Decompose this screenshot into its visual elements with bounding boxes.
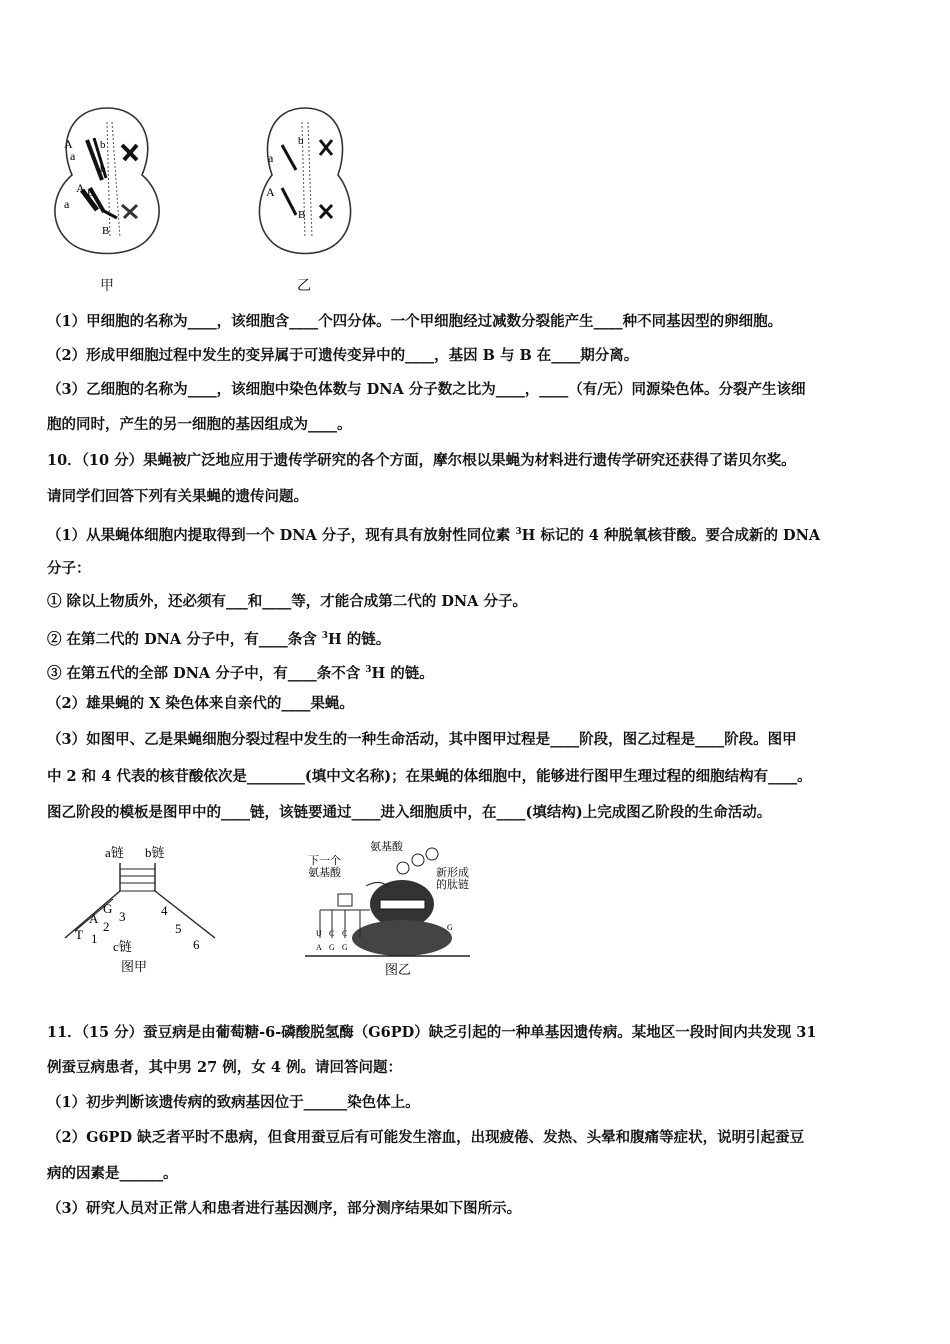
gene-label: B: [298, 209, 306, 221]
figure-jia-caption: 图甲: [121, 959, 148, 974]
q10-item2-post: H 的链。: [328, 630, 391, 648]
new-peptide-label-2: 的肽链: [436, 879, 469, 891]
codon-base: G: [447, 923, 453, 932]
figure-yi-caption: 图乙: [385, 962, 412, 977]
q10-part3b: 中 2 和 4 代表的核苷酸依次是________(填中文名称)；在果蝇的体细胞中，能够进行图甲生理过程的细胞结构有____。: [47, 768, 812, 785]
superscript-3: 3: [321, 631, 329, 641]
cell-figure-jia: [42, 100, 172, 260]
codon-base: U: [316, 929, 322, 938]
q9-part3b: 胞的同时，产生的另一细胞的基因组成为____。: [47, 416, 352, 433]
next-amino-acid-label: 下一个: [308, 855, 341, 867]
cell-figure-yi: [250, 100, 360, 260]
codon-base: C: [329, 929, 335, 938]
figure-yi-translation: [300, 838, 475, 978]
q11-heading-a: 11．（15 分）蚕豆病是由葡萄糖-6-磷酸脱氢酶（G6PD）缺乏引起的一种单基因遗传病。某地区一段时间内共发现 31: [47, 1024, 817, 1041]
codon-base: G: [342, 943, 348, 952]
q10-part2: （2）雄果蝇的 X 染色体来自亲代的____果蝇。: [47, 695, 354, 712]
base-label: 1: [91, 931, 98, 946]
q11-heading-b: 例蚕豆病患者，其中男 27 例，女 4 例。请回答问题：: [47, 1059, 402, 1076]
c-chain-label: c链: [113, 939, 132, 954]
codon-base: G: [329, 943, 335, 952]
q10-item2-pre: ② 在第二代的 DNA 分子中，有____条含: [47, 630, 322, 648]
q10-part1a-pre: （1）从果蝇体细胞内提取得到一个 DNA 分子，现有具有放射性同位素: [47, 526, 516, 544]
figure-jia-transcription: [55, 843, 225, 978]
gene-label: b: [298, 135, 304, 147]
base-label: G: [103, 901, 113, 916]
q10-part3a: （3）如图甲、乙是果蝇细胞分裂过程中发生的一种生命活动，其中图甲过程是____阶段，图乙过程是____阶段。图甲: [47, 731, 797, 748]
superscript-3: 3: [515, 527, 522, 537]
a-chain-label: a链: [105, 845, 124, 860]
gene-label: a: [64, 197, 70, 211]
gene-label: a: [268, 151, 274, 165]
q10-item3-pre: ③ 在第五代的全部 DNA 分子中，有____条不含: [47, 664, 366, 682]
q10-item2: [47, 626, 906, 650]
q9-part2: （2）形成甲细胞过程中发生的变异属于可遗传变异中的____，基因 B 与 B 在____期分离。: [47, 347, 639, 364]
q11-part3: （3）研究人员对正常人和患者进行基因测序，部分测序结果如下图所示。: [47, 1200, 522, 1217]
gene-label: B: [102, 225, 110, 237]
q11-part1: （1）初步判断该遗传病的致病基因位于______染色体上。: [47, 1094, 420, 1111]
base-label: 3: [119, 909, 126, 924]
transcription-diagram: [55, 843, 225, 978]
base-label: 4: [161, 903, 168, 918]
gene-label: b: [100, 139, 106, 151]
next-amino-acid-label-2: 氨基酸: [308, 867, 341, 879]
q10-item3-post: H 的链。: [371, 664, 434, 682]
b-chain-label: b链: [145, 845, 165, 860]
q10-part1a: [47, 522, 906, 546]
q10-heading-b: 请同学们回答下列有关果蝇的遗传问题。: [47, 488, 308, 505]
q10-part3c: 图乙阶段的模板是图甲中的____链，该链要通过____进入细胞质中，在____(填结构)上完成图乙阶段的生命活动。: [47, 804, 772, 821]
gene-label: B: [87, 187, 95, 199]
cell-yi-diagram: [250, 100, 360, 260]
gene-label: b: [100, 163, 106, 175]
label-jia: 甲: [100, 278, 114, 294]
q9-part1: （1）甲细胞的名称为____，该细胞含____个四分体。一个甲细胞经过减数分裂能产生____种不同基因型的卵细胞。: [47, 313, 783, 330]
base-label: 2: [103, 919, 110, 934]
q9-part3a: （3）乙细胞的名称为____，该细胞中染色体数与 DNA 分子数之比为____，____（有/无）同源染色体。分裂产生该细: [47, 381, 806, 398]
base-label: 5: [175, 921, 182, 936]
label-yi: 乙: [297, 278, 311, 294]
amino-acid-label: 氨基酸: [370, 841, 403, 853]
new-peptide-label: 新形成: [436, 867, 469, 879]
codon-base: A: [316, 943, 322, 952]
q11-part2a: （2）G6PD 缺乏者平时不患病，但食用蚕豆后有可能发生溶血，出现疲倦、发热、头晕和腹痛等症状，说明引起蚕豆: [47, 1129, 805, 1146]
base-label: A: [89, 911, 99, 926]
base-label: 6: [193, 937, 200, 952]
q11-part2b: 病的因素是______。: [47, 1165, 178, 1182]
gene-label: A: [64, 137, 73, 151]
superscript-3: 3: [365, 665, 372, 675]
q10-item3: [47, 660, 906, 684]
gene-label: A: [266, 185, 275, 199]
gene-label: A: [76, 181, 85, 195]
q10-part1b: 分子：: [47, 560, 91, 577]
q10-part1a-post: H 标记的 4 种脱氧核苷酸。要合成新的 DNA: [521, 526, 821, 544]
codon-base: C: [342, 929, 348, 938]
q10-item1: ① 除以上物质外，还必须有___和____等，才能合成第二代的 DNA 分子。: [47, 593, 527, 610]
q10-heading-a: 10．（10 分）果蝇被广泛地应用于遗传学研究的各个方面，摩尔根以果蝇为材料进行遗传学研究还获得了诺贝尔奖。: [47, 452, 796, 469]
base-label: T: [75, 927, 83, 942]
gene-label: a: [70, 149, 76, 163]
cell-jia-diagram: [42, 100, 172, 260]
translation-diagram: [300, 838, 475, 978]
